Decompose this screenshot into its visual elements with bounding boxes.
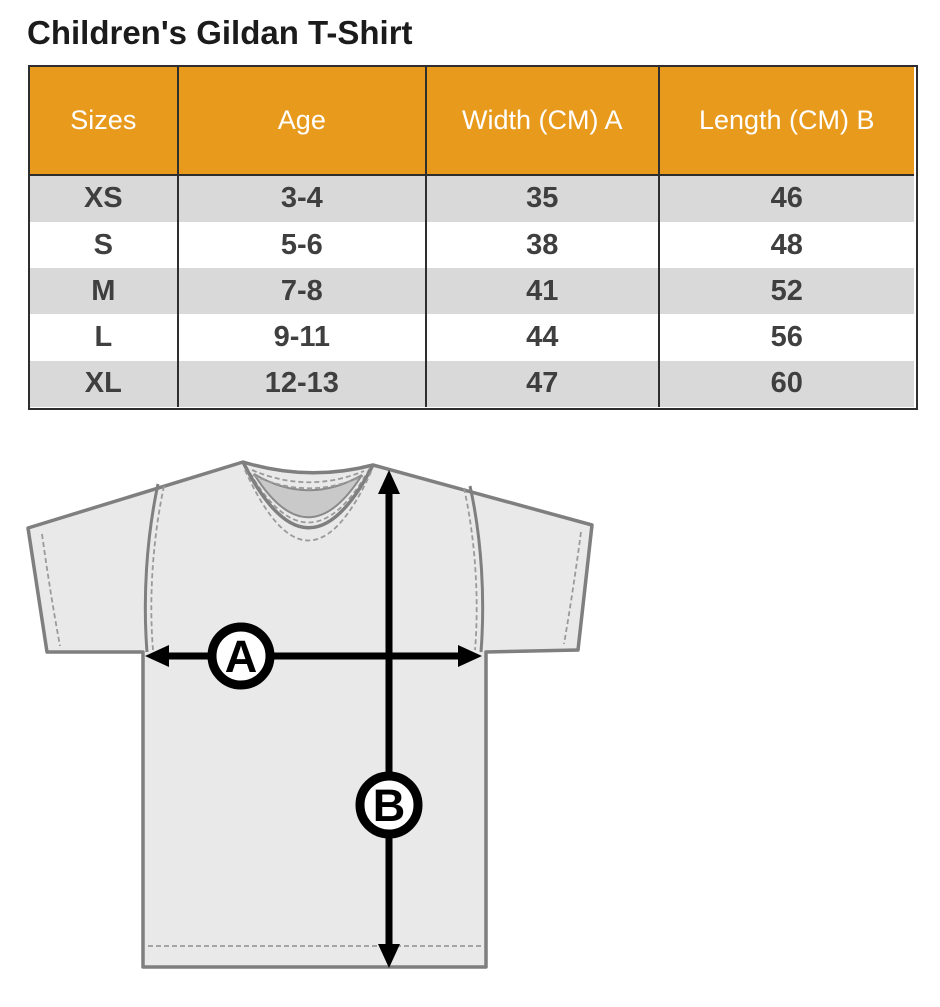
table-row [30, 222, 914, 268]
cell-width: 47 [426, 361, 658, 407]
cell-length: 52 [659, 268, 915, 314]
cell-size: L [30, 314, 178, 360]
cell-width: 41 [426, 268, 658, 314]
page-title: Children's Gildan T-Shirt [27, 14, 413, 51]
cell-width: 38 [426, 222, 658, 268]
table-row [30, 175, 914, 222]
cell-size: M [30, 268, 178, 314]
cell-length: 56 [659, 314, 915, 360]
width-label-badge [212, 627, 270, 685]
table-row [30, 268, 914, 314]
cell-length: 60 [659, 361, 915, 407]
header-cell-age: Age [178, 67, 426, 175]
table-row [30, 361, 914, 407]
cell-width: 44 [426, 314, 658, 360]
cell-age: 9-11 [178, 314, 426, 360]
cell-age: 3-4 [178, 175, 426, 222]
header-cell-width: Width (CM) A [426, 67, 658, 175]
size-chart-table [30, 67, 914, 407]
cell-width: 35 [426, 175, 658, 222]
cell-size: XS [30, 175, 178, 222]
length-label-letter: B [372, 780, 406, 831]
cell-size: XL [30, 361, 178, 407]
header-cell-sizes: Sizes [30, 67, 178, 175]
tshirt-measurement-diagram [0, 430, 940, 1007]
cell-age: 7-8 [178, 268, 426, 314]
table-header-row [30, 67, 914, 175]
table-row [30, 314, 914, 360]
cell-length: 48 [659, 222, 915, 268]
width-label-letter: A [224, 631, 258, 682]
cell-age: 12-13 [178, 361, 426, 407]
cell-length: 46 [659, 175, 915, 222]
cell-age: 5-6 [178, 222, 426, 268]
tshirt-graphic [28, 462, 592, 967]
length-label-badge [360, 776, 418, 834]
cell-size: S [30, 222, 178, 268]
tshirt-outline [28, 462, 592, 967]
header-cell-length: Length (CM) B [659, 67, 915, 175]
